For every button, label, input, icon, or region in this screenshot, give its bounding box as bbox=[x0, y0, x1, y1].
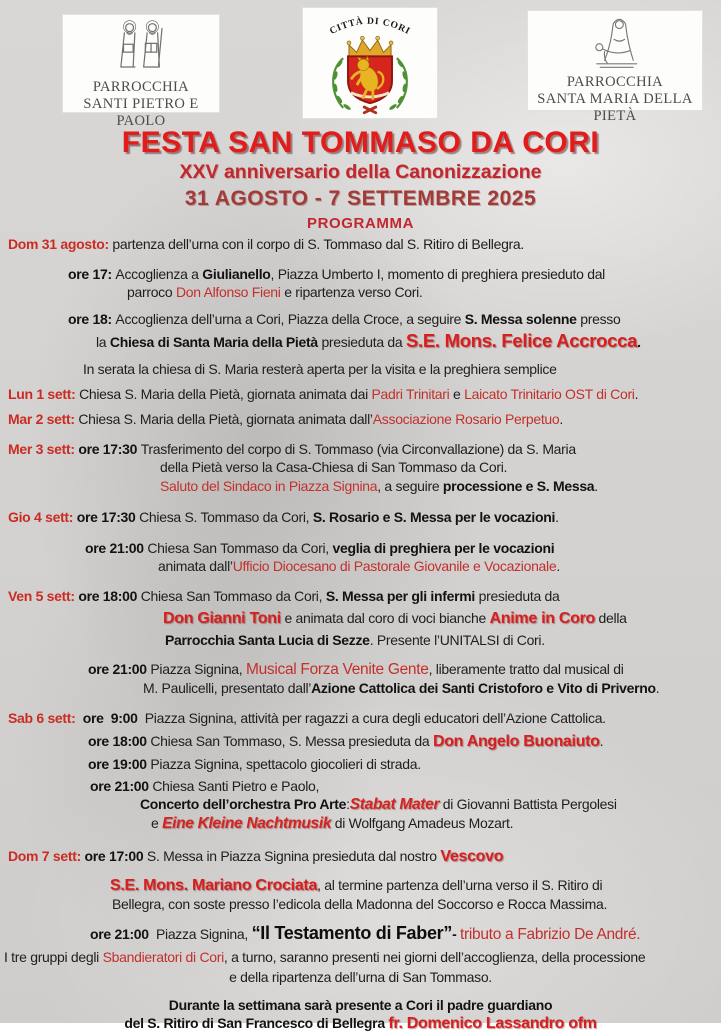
text-segment: . Presente l’UNITALSI di Cori. bbox=[369, 632, 545, 648]
program-row bbox=[0, 557, 721, 575]
program-row bbox=[0, 235, 721, 253]
text-segment: ore 17: bbox=[68, 266, 116, 282]
text-segment: di Giovanni Battista Pergolesi bbox=[439, 796, 617, 812]
text-segment: Accoglienza a bbox=[115, 266, 203, 282]
saints-peter-and-paul-icon bbox=[106, 18, 176, 74]
program-row bbox=[0, 709, 721, 727]
poster-subtitle: XXV anniversario della Canonizzazione bbox=[179, 161, 542, 183]
text-segment: veglia di preghiera per le vocazioni bbox=[332, 540, 555, 556]
program-label: PROGRAMMA bbox=[306, 215, 415, 232]
day-label: Lun 1 sett: bbox=[8, 386, 80, 402]
day-label: Dom 31 agosto: bbox=[8, 236, 113, 252]
text-segment: , al termine partenza dell’urna verso il S. Ritiro di bbox=[317, 877, 603, 893]
program-row bbox=[0, 814, 721, 833]
text-segment: Durante la settimana sarà presente a Cori il padre guardiano bbox=[168, 997, 553, 1013]
poster-title: FESTA SAN TOMMASO DA CORI bbox=[121, 126, 600, 159]
text-segment: Piazza Signina, bbox=[150, 661, 246, 677]
text-segment: . bbox=[556, 558, 560, 574]
program-row bbox=[0, 948, 721, 966]
program-row bbox=[0, 410, 721, 428]
text-segment: e animata dal coro di voci bianche bbox=[280, 610, 490, 626]
program-row bbox=[0, 283, 721, 301]
text-segment: - bbox=[452, 926, 461, 942]
text-segment: , Piazza Umberto I, momento di preghiera presieduto dal bbox=[270, 266, 605, 282]
text-segment: . bbox=[655, 680, 660, 696]
text-segment: Vescovo bbox=[440, 848, 504, 865]
program-row bbox=[0, 795, 721, 814]
parish-left-line2: SANTI PIETRO E PAOLO bbox=[83, 96, 199, 129]
program-row bbox=[0, 440, 721, 458]
cori-crest bbox=[302, 7, 438, 119]
text-segment: S.E. Mons. Mariano Crociata bbox=[110, 877, 318, 894]
day-label: Mer 3 sett: bbox=[8, 441, 79, 457]
crest-title: CITTÀ DI CORI bbox=[327, 15, 413, 38]
cori-coat-of-arms-icon bbox=[303, 8, 437, 118]
text-segment: Chiesa San Tommaso, S. Messa presieduta da bbox=[150, 733, 433, 749]
text-segment: presieduta da bbox=[317, 334, 406, 350]
text-segment: I tre gruppi degli bbox=[4, 949, 103, 965]
text-segment: “Il Testamento di Faber” bbox=[251, 923, 453, 943]
text-segment: Chiesa S. Tommaso da Cori, bbox=[139, 509, 313, 525]
text-segment: S. Rosario e S. Messa per le vocazioni bbox=[312, 509, 556, 525]
program-row bbox=[0, 755, 721, 773]
program-row bbox=[0, 732, 721, 751]
text-segment: Don Alfonso Fieni bbox=[175, 284, 281, 300]
text-segment: Don Gianni Toni bbox=[163, 610, 281, 627]
program bbox=[0, 235, 721, 1033]
text-segment: Saluto del Sindaco in Piazza Signina bbox=[160, 478, 378, 494]
program-row bbox=[0, 477, 721, 495]
text-segment: della bbox=[594, 610, 627, 626]
program-row bbox=[0, 679, 721, 697]
program-row bbox=[0, 924, 721, 944]
text-segment: : bbox=[346, 796, 350, 812]
text-segment: di Wolfgang Amadeus Mozart. bbox=[331, 815, 514, 831]
parish-peter-paul-emblem bbox=[62, 14, 220, 129]
text-segment: Don Angelo Buonaiuto bbox=[432, 733, 600, 750]
text-segment: M. Paulicelli, presentato dall’ bbox=[143, 680, 312, 696]
program-row bbox=[0, 660, 721, 679]
text-segment: . bbox=[599, 733, 604, 749]
text-segment: S.E. Mons. Felice Accrocca bbox=[405, 330, 638, 351]
text-segment: ore 19:00 bbox=[88, 756, 151, 772]
text-segment: . bbox=[634, 386, 639, 402]
program-row bbox=[0, 777, 721, 795]
text-segment: del S. Ritiro di San Francesco di Bellegra bbox=[124, 1015, 389, 1031]
text-segment: Chiesa S. Maria della Pietà, giornata animata dall’ bbox=[78, 411, 373, 427]
text-segment: ore 17:00 bbox=[84, 848, 147, 864]
program-row bbox=[0, 360, 721, 378]
program-row bbox=[0, 310, 721, 328]
text-segment: Chiesa San Tommaso da Cori, bbox=[140, 588, 326, 604]
text-segment: ore 17:30 bbox=[78, 441, 141, 457]
program-row bbox=[0, 609, 721, 628]
program-row bbox=[0, 332, 721, 351]
title-block bbox=[0, 124, 721, 235]
text-segment: ore 18: bbox=[68, 311, 116, 327]
text-segment: tributo a Fabrizio De André. bbox=[460, 926, 641, 943]
text-segment: Laicato Trinitario OST di Cori bbox=[464, 386, 635, 402]
header bbox=[0, 0, 721, 129]
text-segment: . bbox=[637, 334, 641, 350]
text-segment: , a turno, saranno presenti nei giorni dell’accoglienza, della processione bbox=[223, 949, 646, 965]
text-segment: Concerto dell’orchestra Pro Arte bbox=[140, 796, 347, 812]
text-segment: ore 21:00 bbox=[88, 661, 151, 677]
text-segment: Azione Cattolica dei Santi Cristoforo e Vito di Priverno bbox=[311, 680, 656, 696]
text-segment: ore 21:00 bbox=[90, 926, 156, 942]
day-label: Mar 2 sett: bbox=[8, 411, 79, 427]
text-segment: Accoglienza dell’urna a Cori, Piazza della Croce, a seguire bbox=[115, 311, 465, 327]
text-segment: Chiesa San Tommaso da Cori, bbox=[147, 540, 333, 556]
text-segment: Anime in Coro bbox=[489, 610, 595, 627]
program-row bbox=[0, 1014, 721, 1033]
text-segment: Parrocchia Santa Lucia di Sezze bbox=[165, 632, 370, 648]
text-segment: In serata la chiesa di S. Maria resterà aperta per la visita e la preghiera semplice bbox=[83, 361, 557, 377]
parish-right-line2: SANTA MARIA DELLA PIETÀ bbox=[537, 91, 693, 124]
svg-text:CITTÀ DI CORI bbox=[328, 15, 412, 37]
text-segment: della Pietà verso la Casa-Chiesa di San Tommaso da Cori. bbox=[160, 459, 508, 475]
text-segment: Chiesa Santi Pietro e Paolo, bbox=[152, 778, 320, 794]
text-segment: S. Messa solenne bbox=[464, 311, 577, 327]
text-segment: ore 21:00 bbox=[85, 540, 148, 556]
program-row bbox=[0, 539, 721, 557]
text-segment: ore 21:00 bbox=[90, 778, 153, 794]
parish-right-line1: PARROCCHIA bbox=[566, 74, 664, 90]
text-segment: ore 9:00 bbox=[82, 710, 145, 726]
program-row bbox=[0, 385, 721, 403]
parish-left-line1: PARROCCHIA bbox=[92, 79, 190, 95]
program-row bbox=[0, 508, 721, 526]
program-row bbox=[0, 847, 721, 866]
text-segment: . bbox=[559, 411, 563, 427]
program-row bbox=[0, 265, 721, 283]
text-segment: fr. Domenico Lassandro ofm bbox=[388, 1015, 597, 1032]
day-label: Dom 7 sett: bbox=[8, 848, 85, 864]
text-segment: Eine Kleine Nachtmusik bbox=[162, 815, 332, 832]
program-row bbox=[0, 876, 721, 895]
text-segment: Piazza Signina, attività per ragazzi a cura degli educatori dell’Azione Cattolica. bbox=[144, 710, 606, 726]
text-segment: presieduta da bbox=[475, 588, 560, 604]
text-segment: partenza dell’urna con il corpo di S. Tommaso dal S. Ritiro di Bellegra. bbox=[112, 236, 524, 252]
text-segment: e della ripartenza dell’urna di San Tommaso. bbox=[229, 969, 492, 985]
pieta-icon bbox=[573, 15, 657, 69]
text-segment: Ufficio Diocesano di Pastorale Giovanile e Vocazionale bbox=[232, 558, 557, 574]
parish-pieta-emblem bbox=[527, 10, 703, 124]
program-row bbox=[0, 631, 721, 649]
text-segment: , a seguire bbox=[377, 478, 443, 494]
text-segment: , liberamente tratto dal musical di bbox=[428, 661, 624, 677]
text-segment: Chiesa S. Maria della Pietà, giornata animata dai bbox=[79, 386, 372, 402]
text-segment: ore 18:00 bbox=[88, 733, 151, 749]
text-segment: processione e S. Messa bbox=[442, 478, 595, 494]
text-segment: Sbandieratori di Cori bbox=[102, 949, 224, 965]
poster-dates: 31 AGOSTO - 7 SETTEMBRE 2025 bbox=[184, 187, 537, 210]
day-label: Ven 5 sett: bbox=[8, 588, 79, 604]
text-segment: ore 17:30 bbox=[76, 509, 140, 525]
text-segment: Chiesa di Santa Maria della Pietà bbox=[109, 334, 318, 350]
text-segment: la bbox=[96, 334, 110, 350]
text-segment: Padri Trinitari bbox=[371, 386, 450, 402]
text-segment: Piazza Signina, spettacolo giocolieri di strada. bbox=[150, 756, 421, 772]
program-row bbox=[0, 968, 721, 986]
text-segment: S. Messa per gli infermi bbox=[325, 588, 475, 604]
text-segment: Giulianello bbox=[202, 266, 271, 282]
text-segment: . bbox=[555, 509, 559, 525]
text-segment: parroco bbox=[127, 284, 176, 300]
program-row bbox=[0, 458, 721, 476]
text-segment: S. Messa in Piazza Signina presieduta dal nostro bbox=[146, 848, 441, 864]
crown-icon bbox=[349, 40, 391, 56]
text-segment: animata dall’ bbox=[158, 558, 233, 574]
program-row bbox=[0, 895, 721, 913]
text-segment: Musical Forza Venite Gente bbox=[245, 661, 429, 678]
text-segment: Piazza Signina, bbox=[155, 926, 252, 942]
program-row bbox=[0, 587, 721, 605]
text-segment: e bbox=[151, 815, 163, 831]
text-segment: presso bbox=[576, 311, 621, 327]
text-segment: Associazione Rosario Perpetuo bbox=[372, 411, 560, 427]
day-label: Sab 6 sett: bbox=[8, 710, 83, 726]
text-segment: Trasferimento del corpo di S. Tommaso (via Circonvallazione) da S. Maria bbox=[140, 441, 576, 457]
text-segment: Bellegra, con soste presso l’edicola della Madonna del Soccorso e Rocca Massima. bbox=[112, 896, 608, 912]
text-segment: . bbox=[594, 478, 598, 494]
text-segment: Stabat Mater bbox=[349, 796, 440, 813]
text-segment: e bbox=[449, 386, 465, 402]
day-label: Gio 4 sett: bbox=[8, 509, 77, 525]
text-segment: e ripartenza verso Cori. bbox=[280, 284, 423, 300]
text-segment: ore 18:00 bbox=[78, 588, 141, 604]
program-row bbox=[0, 996, 721, 1014]
